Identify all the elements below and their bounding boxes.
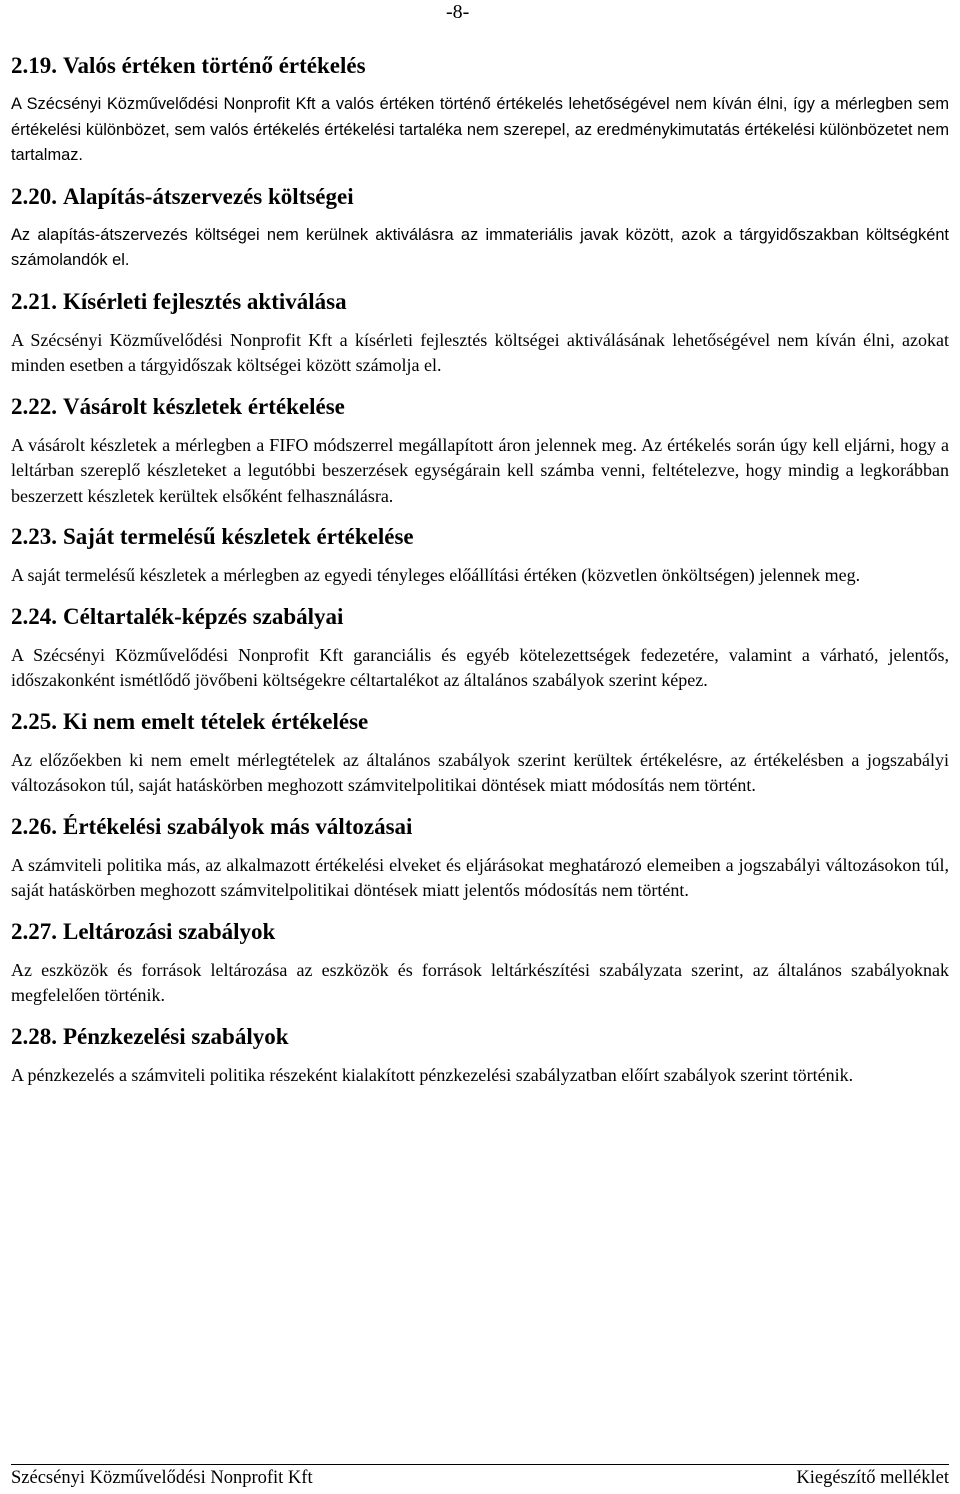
section-title: Pénzkezelési szabályok — [63, 1023, 289, 1049]
section-2-28 — [11, 1023, 949, 1089]
section-text: A Szécsényi Közművelődési Nonprofit Kft garanciális és egyéb kötelezettségek fedezetére, valamint a várható, jelentős, időszakonként ismétlődő jövőbeni költségekre céltartalékot az általános szabályok szerint képez. — [11, 644, 949, 690]
section-number: 2.22. — [11, 393, 57, 419]
section-text: Az eszközök és források leltározása az eszközök és források leltárkészítési szabályzata szerint, az általános szabályoknak megfelelően történik. — [11, 959, 949, 1005]
section-2-26 — [11, 813, 949, 904]
footer-document-type: Kiegészítő melléklet — [796, 1468, 949, 1488]
section-2-24 — [11, 603, 949, 694]
section-heading — [11, 523, 949, 551]
footer-company: Szécsényi Közművelődési Nonprofit Kft — [11, 1468, 313, 1488]
section-number: 2.28. — [11, 1023, 57, 1049]
section-title: Kísérleti fejlesztés aktiválása — [63, 288, 347, 314]
page-number: -8- — [446, 1, 470, 23]
section-number: 2.26. — [11, 813, 57, 839]
section-heading — [11, 813, 949, 841]
section-text: A pénzkezelés a számviteli politika részeként kialakított pénzkezelési szabályzatban előírt szabályok szerint történik. — [11, 1064, 854, 1085]
section-text: A vásárolt készletek a mérlegben a FIFO módszerrel megállapított áron jelennek meg. Az értékelés során úgy kell eljárni, hogy a leltárban szereplő készleteket a legutóbbi beszerzések egységárain kell számba venni, feltételezve, hogy mindig a legkorábban beszerzett készletek kerültek elsőként felhasználásra. — [11, 434, 949, 506]
section-2-25 — [11, 708, 949, 799]
section-2-21 — [11, 288, 949, 379]
section-text: Az előzőekben ki nem emelt mérlegtételek az általános szabályok szerint kerültek értékelésre, az értékelésben a jogszabályi változásokon túl, saját hatáskörben meghozott számvitelpolitikai döntések miatt módosítás nem történt. — [11, 749, 949, 795]
section-heading — [11, 52, 949, 80]
section-text: A saját termelésű készletek a mérlegben az egyedi tényleges előállítási értéken (közvetlen önköltségen) jelennek meg. — [11, 565, 861, 585]
section-title: Leltározási szabályok — [63, 918, 276, 944]
section-2-19 — [11, 52, 949, 169]
section-number: 2.25. — [11, 708, 57, 734]
section-number: 2.20. — [11, 183, 57, 209]
page-footer — [11, 1464, 949, 1491]
section-title: Céltartalék-képzés szabályai — [63, 603, 344, 629]
section-2-23 — [11, 523, 949, 589]
section-heading — [11, 288, 949, 316]
section-2-27 — [11, 918, 949, 1009]
section-number: 2.19. — [11, 53, 57, 78]
section-heading — [11, 708, 949, 736]
section-text: Az alapítás-átszervezés költségei nem kerülnek aktiválásra az immateriális javak között, azok a tárgyidőszakban költségként számolandók el. — [11, 225, 949, 269]
section-title: Vásárolt készletek értékelése — [63, 393, 345, 419]
section-heading — [11, 183, 949, 211]
section-title: Saját termelésű készletek értékelése — [63, 524, 414, 549]
section-heading — [11, 1023, 949, 1051]
section-title: Ki nem emelt tételek értékelése — [63, 708, 369, 734]
section-heading — [11, 393, 949, 421]
section-title: Értékelési szabályok más változásai — [63, 813, 413, 839]
section-text: A Szécsényi Közművelődési Nonprofit Kft a valós értéken történő értékelés lehetőségével nem kíván élni, így a mérlegben sem értékelési különbözet, sem valós értékelés értékelési tartaléka nem szerepel, az eredménykimutatás értékelési különbözetet nem tartalmaz. — [11, 95, 949, 164]
section-number: 2.27. — [11, 918, 57, 944]
section-text: A Szécsényi Közművelődési Nonprofit Kft a kísérleti fejlesztés költségei aktiválásának lehetőségével nem kíván élni, azokat minden esetben a tárgyidőszak költségei között számolja el. — [11, 329, 949, 375]
section-number: 2.21. — [11, 288, 57, 314]
section-2-22 — [11, 393, 949, 510]
section-number: 2.24. — [11, 603, 57, 629]
section-2-20 — [11, 183, 949, 274]
section-text: A számviteli politika más, az alkalmazott értékelési elveket és eljárásokat meghatározó elemeiben a jogszabályi változásokon túl, saját hatáskörben meghozott számvitelpolitikai döntések miatt jelentős módosítás nem történt. — [11, 854, 949, 900]
section-title: Valós értéken történő értékelés — [63, 53, 366, 78]
document-body — [11, 52, 949, 1102]
section-heading — [11, 603, 949, 631]
section-number: 2.23. — [11, 524, 57, 549]
section-title: Alapítás-átszervezés költségei — [63, 183, 354, 209]
section-heading — [11, 918, 949, 946]
